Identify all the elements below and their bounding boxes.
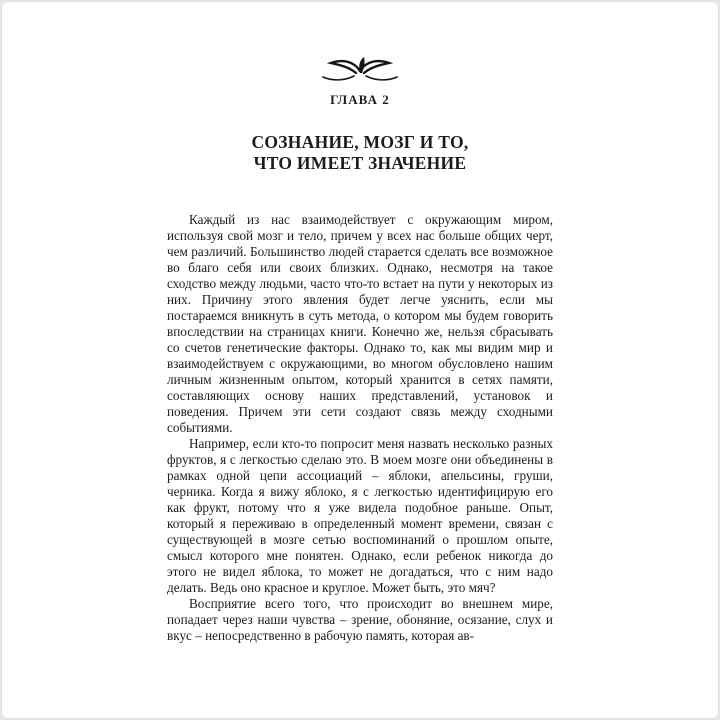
chapter-label: ГЛАВА 2: [330, 92, 390, 107]
book-page: [2, 2, 718, 718]
chapter-title: [167, 132, 553, 174]
chapter-title-line-2: ЧТО ИМЕЕТ ЗНАЧЕНИЕ: [253, 153, 467, 173]
paragraph: Восприятие всего того, что происходит во внешнем мире, попадает через наши чувства – зрение, обоняние, осязание, слух и вкус – непосредственно в рабочую память, которая ав-: [167, 596, 553, 643]
paragraph: Каждый из нас взаимодействует с окружающим миром, используя свой мозг и тело, причем у всех нас больше общих черт, чем различий. Большинство людей старается сделать все возможное во благо себя или своих близких. Однако, несмотря на такое сходство между людьми, часто что-то встает на пути у некоторых из них. Причину этого явления будет легче уяснить, если мы постараемся вникнуть в суть метода, о котором мы будем говорить впоследствии на страницах книги. Конечно же, нельзя сбрасывать со счетов генетические факторы. Однако то, как мы видим мир и взаимодействуем с окружающими, во многом обусловлено нашим личным жизненным опытом, который хранится в сетях памяти, составляющих основу наших представлений, установок и поведения. Причем эти сети создают связь между сходными событиями.: [167, 212, 553, 435]
paragraph: Например, если кто-то попросит меня назвать несколько разных фруктов, я с легкостью сделаю это. В моем мозге они объединены в рамках одной цепи ассоциаций – яблоки, апельсины, груши, черника. Когда я вижу яблоко, я с легкостью идентифицирую его как фрукт, потому что я уже видела подобное раньше. Опыт, который я переживаю в определенный момент времени, связан с существующей в мозге сетью воспоминаний о прошлом опыте, смысл которого мне понятен. Однако, если ребенок никогда до этого не видел яблока, то может не догадаться, что с ним надо делать. Ведь оно красное и круглое. Может быть, это мяч?: [167, 436, 553, 595]
page-content: [167, 2, 553, 644]
flourish-ornament-icon: [167, 56, 553, 86]
body-text: [167, 212, 553, 644]
chapter-title-line-1: СОЗНАНИЕ, МОЗГ И ТО,: [251, 132, 469, 152]
